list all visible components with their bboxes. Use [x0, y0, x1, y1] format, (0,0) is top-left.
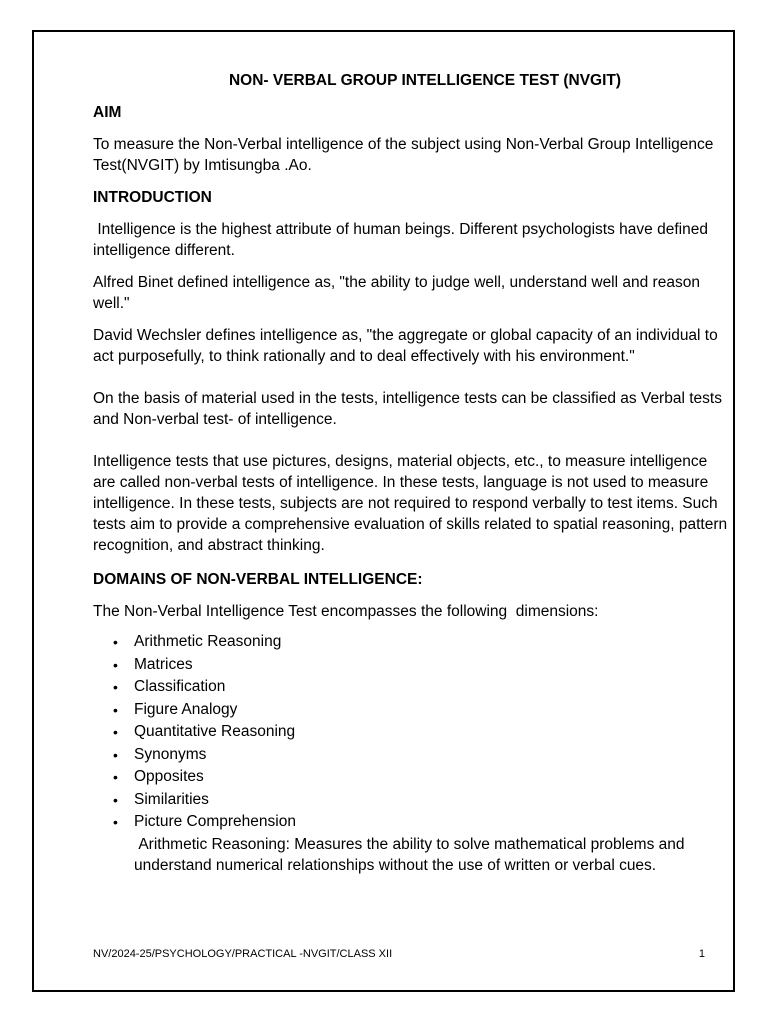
- list-item-label: Classification: [134, 678, 226, 695]
- list-item-label: Quantitative Reasoning: [134, 723, 296, 740]
- bullet-icon: •: [113, 791, 118, 808]
- intro-paragraph-2: Alfred Binet defined intelligence as, "the ability to judge well, understand well and reason well.": [93, 274, 700, 312]
- aim-heading: AIM: [93, 104, 122, 121]
- page-number: 1: [698, 948, 705, 960]
- intro-paragraph-1: Intelligence is the highest attribute of human beings. Different psychologists have defined intelligence different.: [93, 221, 713, 259]
- domains-heading: DOMAINS OF NON-VERBAL INTELLIGENCE:: [93, 571, 423, 588]
- list-item-label: Arithmetic Reasoning: [134, 633, 282, 650]
- list-item-label: Opposites: [134, 768, 204, 785]
- list-item-label: Figure Analogy: [134, 700, 238, 718]
- list-item-label: Similarities: [134, 790, 209, 808]
- footer-reference: NV/2024-25/PSYCHOLOGY/PRACTICAL -NVGIT/CLASS XII: [93, 948, 393, 960]
- bullet-icon: •: [113, 814, 118, 830]
- intro-paragraph-5: Intelligence tests that use pictures, designs, material objects, etc., to measure intelligence are called non-verbal tests of intelligence. In these tests, language is not used to measure intelligence. In these tests, subjects are not required to respond verbally to test items. Such tests aim to provide a comprehensive evaluation of skills related to spatial reasoning, pattern recognition, and abstract thinking.: [93, 453, 728, 554]
- bullet-icon: •: [113, 679, 118, 695]
- document-body: [93, 70, 729, 876]
- aim-text: To measure the Non-Verbal intelligence of the subject using Non-Verbal Group Intelligence Test(NVGIT) by Imtisungba .Ao.: [93, 136, 714, 174]
- list-item: [93, 676, 729, 699]
- bullet-icon: •: [113, 724, 118, 740]
- list-item: [93, 766, 729, 789]
- domains-intro: The Non-Verbal Intelligence Test encompasses the following dimensions:: [93, 603, 599, 620]
- bullet-icon: •: [113, 656, 118, 673]
- bullet-icon: •: [113, 746, 118, 763]
- list-item-label: Synonyms: [134, 745, 207, 763]
- list-item: [93, 811, 729, 834]
- domains-list: [93, 631, 729, 834]
- list-item: [93, 699, 729, 722]
- introduction-heading: INTRODUCTION: [93, 189, 212, 206]
- list-item: [93, 631, 729, 654]
- list-item-label: Picture Comprehension: [134, 813, 296, 830]
- list-item: [93, 744, 729, 767]
- arithmetic-reasoning-description: Arithmetic Reasoning: Measures the ability to solve mathematical problems and understand numerical relationships without the use of written or verbal cues.: [134, 835, 689, 874]
- list-item-label: Matrices: [134, 655, 193, 673]
- bullet-icon: •: [113, 769, 118, 785]
- document-title: NON- VERBAL GROUP INTELLIGENCE TEST (NVGIT): [228, 72, 622, 89]
- intro-paragraph-3: David Wechsler defines intelligence as, "the aggregate or global capacity of an individual to act purposefully, to think rationally and to deal effectively with his environment.": [93, 327, 718, 365]
- list-item: [93, 654, 729, 677]
- intro-paragraph-4: On the basis of material used in the tests, intelligence tests can be classified as Verbal tests and Non-verbal test- of intelligence.: [93, 390, 722, 428]
- bullet-icon: •: [113, 701, 118, 718]
- bullet-icon: •: [113, 634, 118, 650]
- page-footer: [93, 948, 705, 960]
- list-item: [93, 721, 729, 744]
- list-item: [93, 789, 729, 812]
